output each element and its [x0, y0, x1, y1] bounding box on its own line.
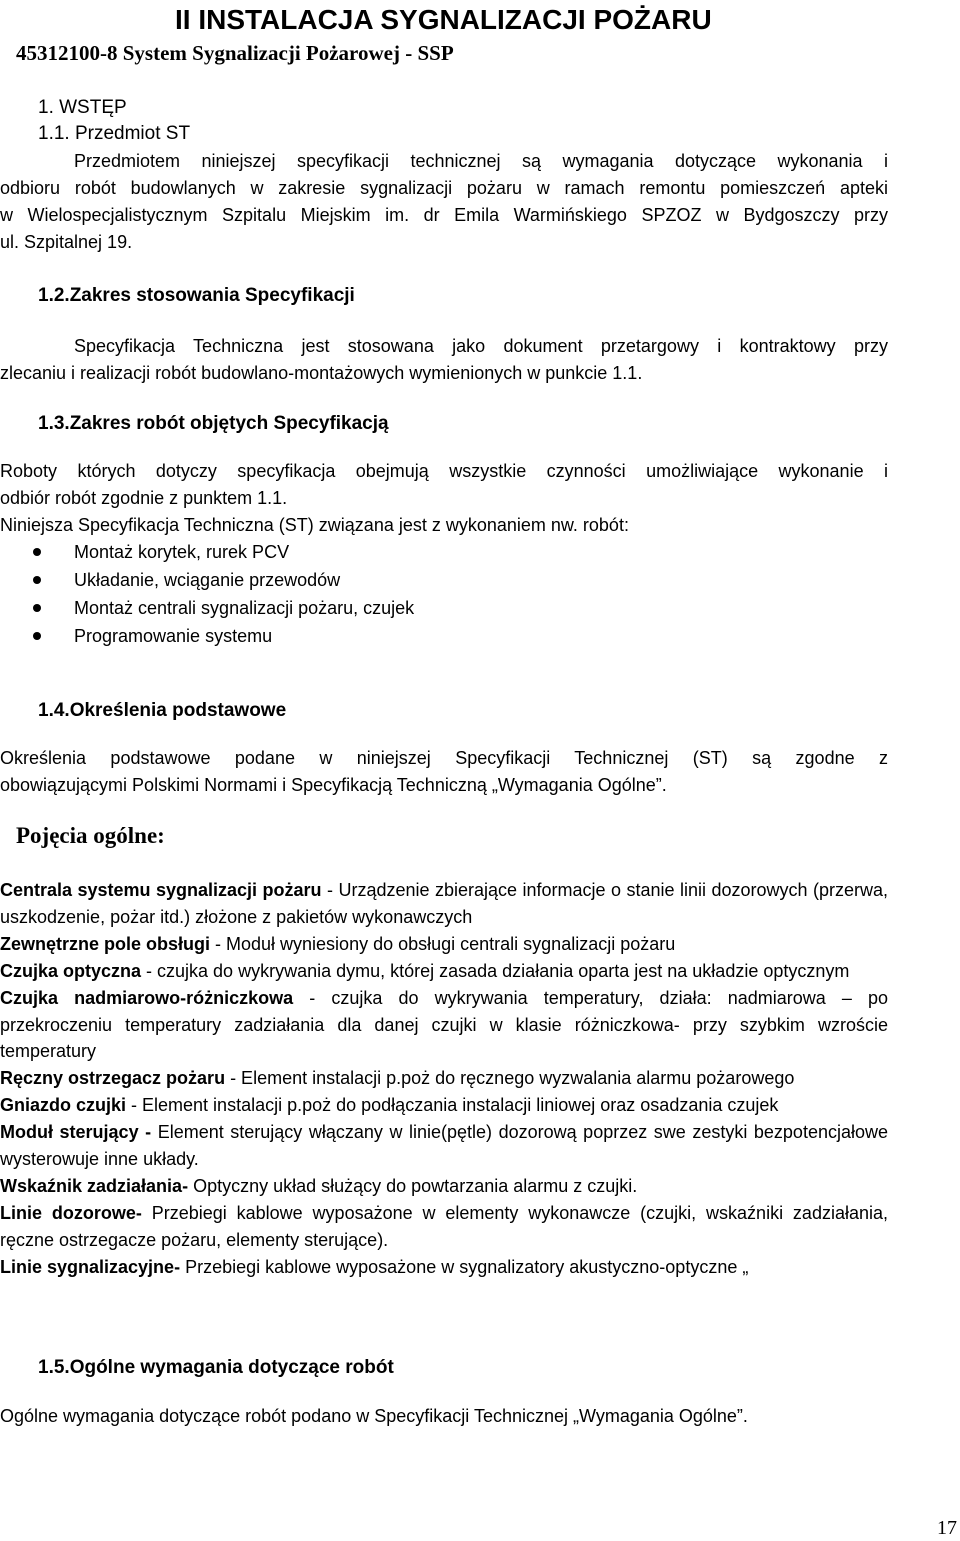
section-1-2-heading: 1.2.Zakres stosowania Specyfikacji [38, 285, 355, 306]
section-1-5-heading: 1.5.Ogólne wymagania dotyczące robót [38, 1357, 394, 1378]
definition-text: - Urządzenie zbierające informacje o stanie linii dozorowych (przerwa, uszkodzenie, pożar itd.) złożone z pakietów wykonawczych [0, 880, 888, 927]
definitions-list [0, 877, 888, 1281]
definition [0, 1200, 888, 1254]
general-concepts-heading: Pojęcia ogólne: [16, 823, 165, 848]
section-1-3-heading: 1.3.Zakres robót objętych Specyfikacją [38, 413, 389, 434]
list-item-label: Układanie, wciąganie przewodów [74, 570, 341, 590]
definition-term: Zewnętrzne pole obsługi [0, 933, 211, 954]
definition [0, 1092, 888, 1119]
definition [0, 1065, 888, 1092]
section-1-1-line-2: odbioru robót budowlanych w zakresie sygnalizacji pożaru w ramach remontu pomieszczeń apteki [0, 178, 888, 198]
definition-text: - czujka do wykrywania temperatury, działa: nadmiarowa – po przekroczeniu temperatury zadziałania dla danej czujki w klasie różniczkowa- przy szybkim wzroście temperatury [0, 987, 888, 1062]
definition-text: - Element instalacji p.poż do podłączania instalacji liniowej oraz osadzania czujek [126, 1095, 779, 1116]
cpv-subtitle: 45312100-8 System Sygnalizacji Pożarowej - SSP [16, 41, 454, 65]
section-1-3-line-2: odbiór robót zgodnie z punktem 1.1. [0, 488, 288, 508]
definition-text: Przebiegi kablowe wyposażone w elementy wykonawcze (czujki, wskaźniki zadziałania, ręczne ostrzegacze pożaru, elementy sterujące). [0, 1202, 888, 1250]
definition [0, 958, 888, 985]
section-1-1-heading: 1.1. Przedmiot ST [38, 123, 191, 144]
definition [0, 1173, 888, 1200]
definition-term: Czujka nadmiarowo-różniczkowa [0, 987, 294, 1008]
section-1-3-line-3: Niniejsza Specyfikacja Techniczna (ST) związana jest z wykonaniem nw. robót: [0, 515, 629, 535]
definition [0, 1119, 888, 1173]
list-item [33, 538, 414, 566]
section-1-1-line-4: ul. Szpitalnej 19. [0, 232, 133, 252]
definition-term: Ręczny ostrzegacz pożaru [0, 1068, 226, 1089]
section-1-4-line-1: Określenia podstawowe podane w niniejszej Specyfikacji Technicznej (ST) są zgodne z [0, 748, 888, 768]
section-1-4-heading: 1.4.Określenia podstawowe [38, 700, 287, 721]
definition [0, 1254, 888, 1281]
section-1-heading: 1. WSTĘP [38, 97, 127, 118]
list-item [33, 566, 414, 594]
definition-term: Linie sygnalizacyjne- [0, 1256, 181, 1277]
definition-term: Centrala systemu sygnalizacji pożaru [0, 880, 322, 900]
bullet-icon [33, 548, 41, 556]
list-item-label: Programowanie systemu [74, 626, 273, 646]
list-item [33, 622, 414, 650]
bullet-icon [33, 576, 41, 584]
definition-term: Gniazdo czujki [0, 1095, 127, 1116]
list-item-label: Montaż centrali sygnalizacji pożaru, czujek [74, 598, 415, 618]
page-number: 17 [937, 1517, 957, 1539]
definition-text: - czujka do wykrywania dymu, której zasada działania oparta jest na układzie optycznym [141, 960, 850, 981]
list-item-label: Montaż korytek, rurek PCV [74, 542, 290, 562]
section-1-1-line-3: w Wielospecjalistycznym Szpitalu Miejskim im. dr Emila Warmińskiego SPZOZ w Bydgoszczy przy [0, 205, 888, 225]
definition-text: - Moduł wyniesiony do obsługi centrali sygnalizacji pożaru [210, 933, 676, 954]
definition-text: Element sterujący włączany w linie(pętle) dozorową poprzez swe zestyki bezpotencjałowe wysterowuje inne układy. [0, 1122, 888, 1170]
definition-text: Optyczny układ służący do powtarzania alarmu z czujki. [188, 1175, 638, 1196]
definition-term: Wskaźnik zadziałania- [0, 1175, 189, 1196]
works-list [33, 538, 414, 650]
definition [0, 877, 888, 931]
section-1-1-line-1: Przedmiotem niniejszej specyfikacji technicznej są wymagania dotyczące wykonania i [74, 151, 888, 171]
definition-term: Moduł sterujący - [0, 1122, 152, 1143]
section-1-4-line-2: obowiązującymi Polskimi Normami i Specyfikacją Techniczną „Wymagania Ogólne”. [0, 775, 667, 795]
definition-term: Czujka optyczna [0, 960, 142, 981]
bullet-icon [33, 632, 41, 640]
definition-text: - Element instalacji p.poż do ręcznego wyzwalania alarmu pożarowego [225, 1068, 795, 1089]
list-item [33, 594, 414, 622]
bullet-icon [33, 604, 41, 612]
section-1-3-line-1: Roboty których dotyczy specyfikacja obejmują wszystkie czynności umożliwiające wykonanie i [0, 461, 888, 481]
definition-term: Linie dozorowe- [0, 1202, 142, 1223]
definition [0, 931, 888, 958]
definition-text: Przebiegi kablowe wyposażone w sygnalizatory akustyczno-optyczne „ [180, 1256, 749, 1277]
section-1-2-line-2: zlecaniu i realizacji robót budowlano-montażowych wymienionych w punkcie 1.1. [0, 363, 643, 383]
section-1-2-line-1: Specyfikacja Techniczna jest stosowana jako dokument przetargowy i kontraktowy przy [74, 336, 888, 356]
page-title: II INSTALACJA SYGNALIZACJI POŻARU [175, 4, 712, 35]
definition [0, 985, 888, 1066]
section-1-5-text: Ogólne wymagania dotyczące robót podano w Specyfikacji Technicznej „Wymagania Ogólne”. [0, 1406, 748, 1426]
